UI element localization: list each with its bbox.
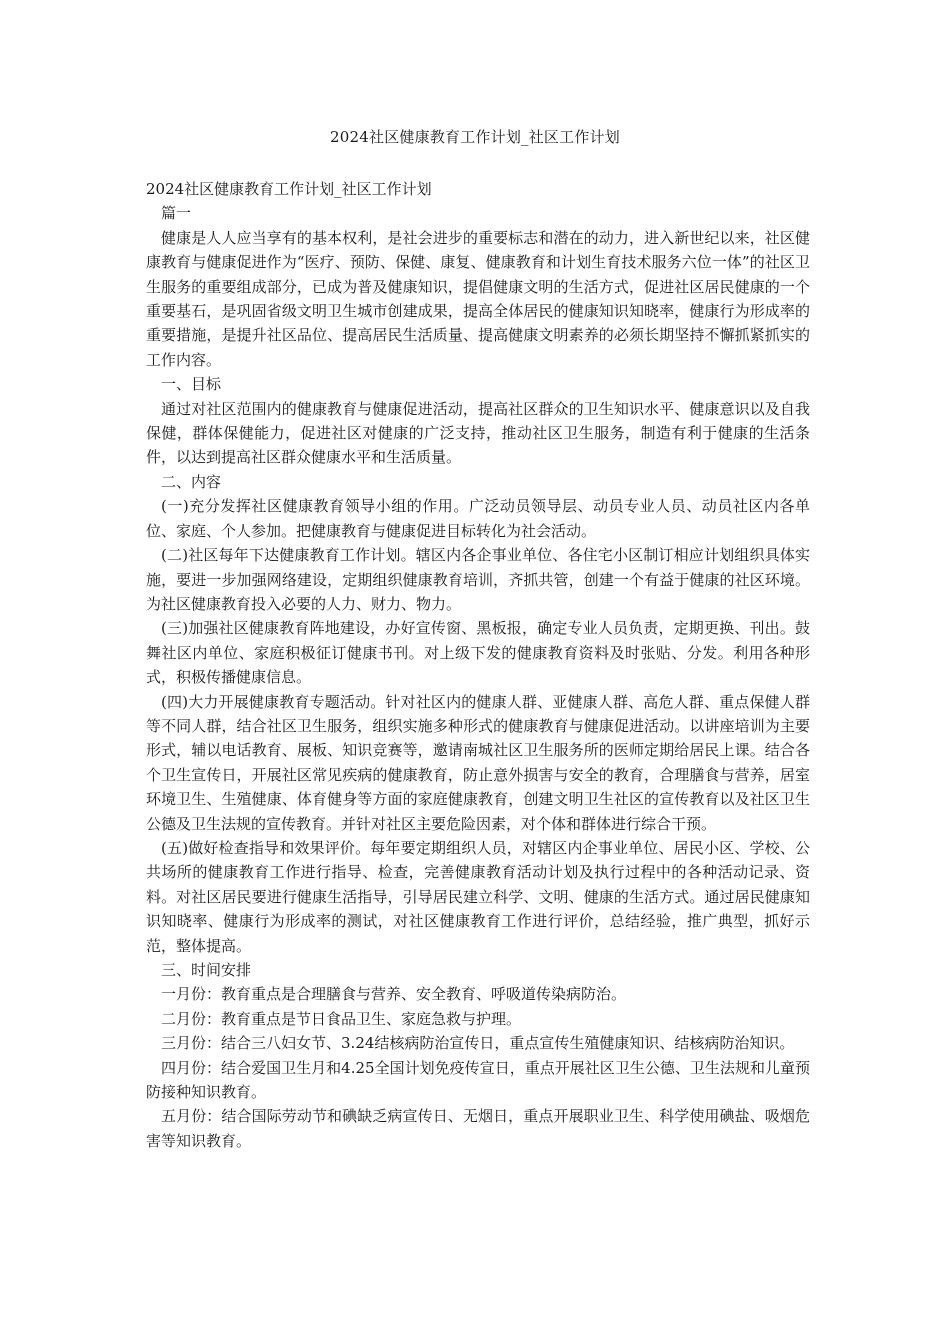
paragraph-goals: 通过对社区范围内的健康教育与健康促进活动，提高社区群众的卫生知识水平、健康意识以及自我保健，群体保健能力，促进社区对健康的广泛支持，推动社区卫生服务，制造有利于健康的生活条件，以达到提高社区群众健康水平和生活质量。 — [146, 399, 810, 467]
document-body — [146, 177, 810, 1153]
paragraph-content-5: (五)做好检查指导和效果评价。每年要定期组织人员，对辖区内企事业单位、居民小区、学校、公共场所的健康教育工作进行指导、检查，完善健康教育活动计划及执行过程中的各种活动记录、资料。对社区居民要进行健康生活指导，引导居民建立科学、文明、健康的生活方式。通过居民健康知识知晓率、健康行为形成率的测试，对社区健康教育工作进行评价，总结经验，推广典型，抓好示范，整体提高。 — [146, 838, 810, 955]
paragraph-intro: 健康是人人应当享有的基本权利，是社会进步的重要标志和潜在的动力，进入新世纪以来，社区健康教育与健康促进作为“医疗、预防、保健、康复、健康教育和计划生育技术服务六位一体”的社区卫生服务的重要组成部分，已成为普及健康知识，提倡健康文明的生活方式，促进社区居民健康的一个重要基石，是巩固省级文明卫生城市创建成果，提高全体居民的健康知识知晓率，健康行为形成率的重要措施，是提升社区品位、提高居民生活质量、提高健康文明素养的必须长期坚持不懈抓紧抓实的工作内容。 — [146, 228, 810, 369]
heading-content: 二、内容 — [161, 472, 222, 491]
schedule-february: 二月份：教育重点是节日食品卫生、家庭急救与护理。 — [161, 1009, 522, 1028]
heading-goals: 一、目标 — [161, 375, 222, 394]
paragraph-content-1: (一)充分发挥社区健康教育领导小组的作用。广泛动员领导层、动员专业人员、动员社区内各单位、家庭、个人参加。把健康教育与健康促进目标转化为社会活动。 — [146, 497, 810, 540]
paragraph-content-3: (三)加强社区健康教育阵地建设，办好宣传窗、黑板报，确定专业人员负责，定期更换、刊出。鼓舞社区内单位、家庭积极征订健康书刊。对上级下发的健康教育资料及时张贴、分发。利用各种形式，积极传播健康信息。 — [146, 619, 810, 687]
section-label-part-one: 篇一 — [161, 204, 192, 223]
schedule-april: 四月份：结合爱国卫生月和4.25全国计划免疫传宣日，重点开展社区卫生公德、卫生法规和儿童预防接种知识教育。 — [146, 1058, 810, 1102]
document-subtitle: 2024社区健康教育工作计划_社区工作计划 — [146, 180, 432, 198]
heading-schedule: 三、时间安排 — [161, 961, 252, 979]
paragraph-content-4: (四)大力开展健康教育专题活动。针对社区内的健康人群、亚健康人群、高危人群、重点保健人群等不同人群，结合社区卫生服务，组织实施多种形式的健康教育与健康促进活动。以讲座培训为主要形式，辅以电话教育、展板、知识竞赛等，邀请南城社区卫生服务所的医师定期给居民上课。结合各个卫生宣传日，开展社区常见疾病的健康教育，防止意外损害与安全的教育，合理膳食与营养，居室环境卫生、生殖健康、体育健身等方面的家庭健康教育，创建文明卫生社区的宣传教育以及社区卫生公德及卫生法规的宣传教育。并针对社区主要危险因素，对个体和群体进行综合干预。 — [146, 692, 810, 833]
schedule-january: 一月份：教育重点是合理膳食与营养、安全教育、呼吸道传染病防治。 — [161, 985, 627, 1004]
schedule-march: 三月份：结合三八妇女节、3.24结核病防治宣传日，重点宣传生殖健康知识、结核病防治知识。 — [161, 1034, 795, 1053]
schedule-may: 五月份：结合国际劳动节和碘缺乏病宣传日、无烟日，重点开展职业卫生、科学使用碘盐、吸烟危害等知识教育。 — [146, 1107, 810, 1150]
paragraph-content-2: (二)社区每年下达健康教育工作计划。辖区内各企事业单位、各住宅小区制订相应计划组织具体实施，要进一步加强网络建设，定期组织健康教育培训，齐抓共管，创建一个有益于健康的社区环境。为社区健康教育投入必要的人力、财力、物力。 — [146, 546, 810, 613]
document-title: 2024社区健康教育工作计划_社区工作计划 — [330, 128, 620, 146]
